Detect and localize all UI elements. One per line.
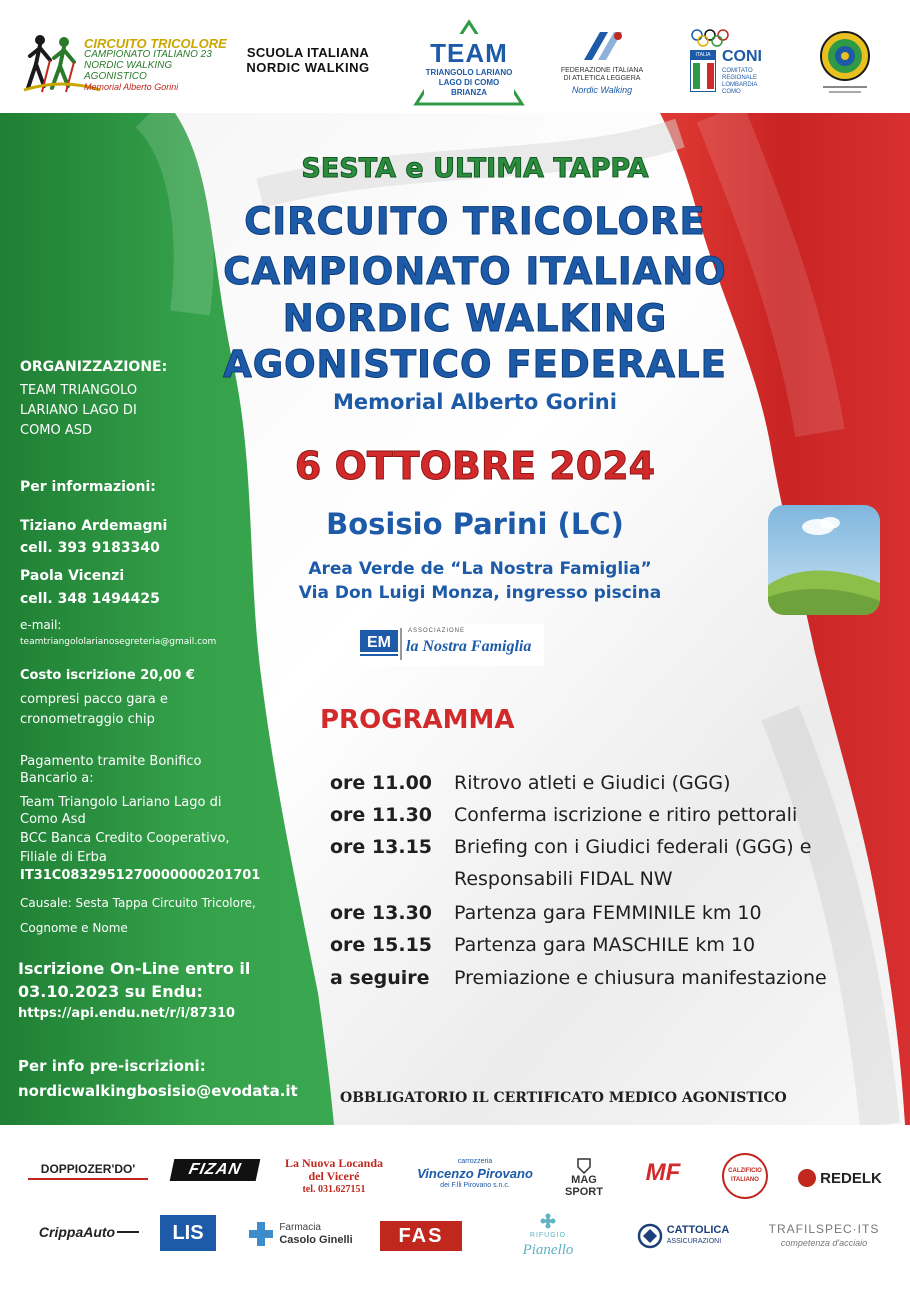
email-address[interactable]: teamtriangololarianosegreteria@gmail.com	[20, 637, 217, 647]
title-line-1: CIRCUITO TRICOLORE	[244, 200, 706, 243]
contact2-phone: cell. 348 1494425	[20, 591, 160, 607]
title-line-2: CAMPIONATO ITALIANO	[223, 250, 727, 293]
fas-label: FAS	[398, 1224, 444, 1247]
mag-line-2: SPORT	[565, 1186, 603, 1198]
team-logo-sub	[410, 68, 528, 98]
programme-description: Partenza gara FEMMINILE km 10	[454, 902, 762, 924]
locanda-line-2: del Viceré	[308, 1168, 360, 1183]
circuito-logo-line3: NORDIC WALKING AGONISTICO	[84, 60, 173, 82]
olympic-rings-icon	[690, 28, 730, 48]
fidal-logo	[552, 30, 652, 98]
svg-text:EM: EM	[367, 634, 391, 651]
event-place: Bosisio Parini (LC)	[326, 507, 624, 541]
coni-logo-sub2: REGIONALE	[722, 75, 758, 81]
scuola-italiana-logo	[232, 40, 384, 80]
fizan-label: FIZAN	[187, 1161, 243, 1178]
team-logo-sub3: BRIANZA	[451, 88, 487, 97]
coni-flag-badge	[690, 50, 716, 92]
programme-description: Partenza gara MASCHILE km 10	[454, 934, 756, 956]
org-title: ORGANIZZAZIONE:	[20, 359, 168, 375]
coni-logo-name: CONI	[722, 48, 762, 65]
contact1-phone: cell. 393 9183340	[20, 540, 160, 556]
circuito-logo-line4: Memorial Alberto Gorini	[84, 82, 179, 92]
scuola-logo-line2: NORDIC WALKING	[246, 60, 370, 75]
redelk-label: REDELK	[820, 1169, 882, 1187]
top-logo-strip	[0, 0, 910, 113]
sponsor-calzificio	[722, 1153, 768, 1199]
contact1-name: Tiziano Ardemagni	[20, 518, 168, 534]
pirovano-line-1: carrozzeria	[457, 1158, 493, 1165]
org-line-1: TEAM TRIANGOLO	[20, 383, 138, 398]
fidal-logo-nw: Nordic Walking	[571, 85, 633, 95]
preinfo-email-link[interactable]: nordicwalkingbosisio@evodata.it	[18, 1082, 298, 1100]
fidal-logo-sub	[561, 67, 643, 83]
programme-time: a seguire	[330, 967, 430, 989]
cattolica-mark-icon	[637, 1223, 663, 1249]
team-logo-sub2: LAGO DI COMO	[438, 78, 500, 87]
cattolica-line-2: ASSICURAZIONI	[666, 1238, 722, 1245]
sponsor-locanda	[280, 1155, 388, 1197]
sponsor-doppiozero	[26, 1159, 150, 1183]
circuito-logo-line2: CAMPIONATO ITALIANO 23	[84, 49, 212, 60]
causale-line-1: Causale: Sesta Tappa Circuito Tricolore,	[20, 896, 256, 910]
title-line-4: AGONISTICO FEDERALE	[223, 343, 727, 386]
payment-line-2: Bancario a:	[20, 771, 94, 786]
programme-description: Premiazione e chiusura manifestazione	[454, 967, 827, 989]
sponsor-cattolica	[628, 1221, 738, 1251]
rifugio-line-2: Pianello	[522, 1242, 574, 1258]
org-line-2: LARIANO LAGO DI	[20, 403, 137, 418]
programme-title: PROGRAMMA	[320, 705, 515, 735]
cost-note-1: compresi pacco gara e	[20, 692, 168, 707]
sponsor-rifugio	[496, 1213, 600, 1257]
coni-badge-label: ITALIA	[691, 51, 715, 60]
online-url-link[interactable]: https://api.endu.net/r/i/87310	[18, 1006, 236, 1021]
calzificio-line-1: CALZIFICIO	[728, 1168, 762, 1174]
payment-line-1: Pagamento tramite Bonifico	[20, 754, 202, 769]
locanda-line-1: La Nuova Locanda	[284, 1155, 384, 1170]
fidal-logo-sub2: DI ATLETICA LEGGERA	[563, 75, 641, 82]
sponsor-pirovano	[405, 1157, 545, 1191]
online-line-2: 03.10.2023 su Endu:	[18, 982, 203, 1001]
sponsor-strip	[0, 1125, 910, 1299]
fidal-logo-sub1: FEDERAZIONE ITALIANA	[560, 67, 644, 74]
trafil-line-2: competenza d'acciaio	[780, 1238, 868, 1248]
bank-line-3: BCC Banca Credito Cooperativo,	[20, 831, 230, 846]
email-label: e-mail:	[20, 618, 62, 632]
info-title: Per informazioni:	[20, 479, 156, 495]
causale-line-2: Cognome e Nome	[20, 921, 128, 935]
bank-line-2: Como Asd	[20, 812, 86, 827]
programme-description: Briefing con i Giudici federali (GGG) e	[454, 836, 812, 858]
coni-logo-sub1: COMITATO	[722, 68, 753, 74]
online-line-1: Iscrizione On-Line entro il	[18, 959, 251, 978]
circuito-logo-line1: CIRCUITO TRICOLORE	[84, 36, 227, 51]
lis-label: LIS	[172, 1221, 204, 1244]
programme-time: ore 11.00	[330, 772, 433, 794]
team-logo-sub1: TRIANGOLO LARIANO	[425, 68, 513, 77]
redelk-badge-icon	[798, 1169, 816, 1187]
org-line-3: COMO ASD	[20, 423, 93, 438]
team-triangolo-logo	[410, 18, 528, 108]
fidal-mark-icon	[580, 30, 626, 62]
programme-description: Conferma iscrizione e ritiro pettorali	[454, 804, 798, 826]
sponsor-lis	[160, 1215, 216, 1251]
stage-heading: SESTA e ULTIMA TAPPA	[301, 153, 649, 184]
bank-line-1: Team Triangolo Lariano Lago di	[20, 795, 222, 810]
locanda-line-3: tel. 031.627151	[302, 1183, 366, 1195]
medical-notice: OBBLIGATORIO IL CERTIFICATO MEDICO AGONISTICO	[340, 1090, 787, 1106]
bank-line-4: Filiale di Erba	[20, 850, 107, 865]
mag-shield-icon	[576, 1158, 592, 1174]
nostra-famiglia-small-label: ASSOCIAZIONE	[408, 628, 466, 634]
sponsor-fas	[380, 1221, 462, 1251]
federation-seal-logo	[812, 28, 878, 98]
coni-logo-sub	[722, 68, 782, 96]
team-logo-title: TEAM	[430, 38, 508, 68]
preinfo-title: Per info pre-iscrizioni:	[18, 1057, 206, 1075]
mf-label: MF	[645, 1159, 681, 1186]
sponsor-trafilspec	[762, 1219, 886, 1253]
pharmacy-cross-icon	[247, 1220, 275, 1248]
sponsor-mf	[630, 1159, 696, 1187]
programme-description: Ritrovo atleti e Giudici (GGG)	[454, 772, 731, 794]
nostra-famiglia-mark-icon	[360, 630, 398, 660]
memorial-subtitle: Memorial Alberto Gorini	[333, 390, 617, 414]
calzificio-line-2: ITALIANO	[731, 1177, 759, 1183]
pirovano-line-3: dei F.lli Pirovano s.n.c.	[440, 1182, 510, 1189]
mag-line-1: MAG	[571, 1174, 597, 1186]
rifugio-line-1: RIFUGIO	[529, 1232, 567, 1239]
cost-title: Costo iscrizione 20,00 €	[20, 668, 195, 683]
farmacia-line-2: Casolo Ginelli	[279, 1234, 353, 1246]
landscape-icon	[768, 505, 880, 615]
crippa-label: CrippaAuto	[38, 1224, 116, 1240]
programme-description: Responsabili FIDAL NW	[454, 868, 673, 890]
cost-note-2: cronometraggio chip	[20, 712, 155, 727]
nostra-famiglia-label: la Nostra Famiglia	[406, 638, 532, 655]
programme-time: ore 11.30	[330, 804, 433, 826]
doppiozero-label: DOPPIOZER'DO'	[40, 1162, 136, 1176]
event-date: 6 OTTOBRE 2024	[294, 444, 656, 488]
sponsor-mag-sport	[562, 1153, 606, 1203]
scuola-logo-line1: SCUOLA ITALIANA	[246, 45, 370, 60]
coni-logo-sub3: LOMBARDIA	[722, 82, 758, 88]
programme-time: ore 13.30	[330, 902, 433, 924]
farmacia-line-1: Farmacia	[279, 1222, 321, 1233]
coni-logo-sub4: COMO	[722, 89, 741, 95]
coni-logo	[686, 28, 786, 98]
sponsor-crippa	[26, 1219, 152, 1245]
iban: IT31C0832951270000000201701	[20, 868, 261, 883]
event-area: Area Verde de “La Nostra Famiglia”	[308, 559, 652, 579]
trafil-line-1: TRAFILSPEC·ITS	[768, 1222, 880, 1236]
programme-time: ore 15.15	[330, 934, 433, 956]
la-nostra-famiglia-logo	[356, 624, 544, 666]
sponsor-farmacia	[246, 1217, 354, 1251]
sponsor-fizan	[170, 1159, 261, 1181]
flower-icon	[540, 1213, 556, 1229]
landscape-image-placeholder	[768, 505, 880, 615]
pirovano-line-2: Vincenzo Pirovano	[417, 1166, 533, 1181]
contact2-name: Paola Vicenzi	[20, 568, 125, 584]
title-line-3: NORDIC WALKING	[282, 297, 668, 340]
sponsor-redelk	[790, 1167, 890, 1189]
cattolica-line-1: CATTOLICA	[666, 1224, 730, 1236]
programme-time: ore 13.15	[330, 836, 433, 858]
circuito-tricolore-logo	[22, 30, 227, 94]
seal-emblem-icon	[815, 30, 875, 96]
event-street: Via Don Luigi Monza, ingresso piscina	[298, 583, 662, 603]
